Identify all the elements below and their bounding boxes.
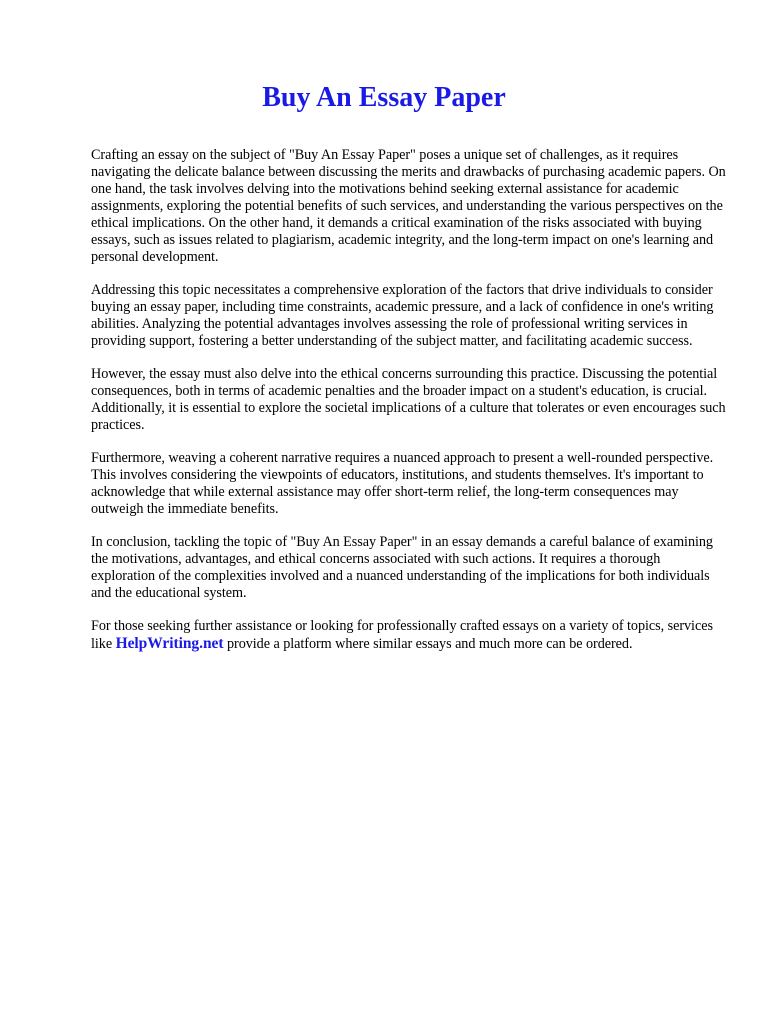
helpwriting-link[interactable]: HelpWriting.net [115, 635, 224, 652]
paragraph-closing [91, 618, 727, 653]
closing-text-after: provide a platform where similar essays and much more can be ordered. [223, 636, 633, 652]
document-body [91, 147, 727, 669]
paragraph-intro: Crafting an essay on the subject of "Buy An Essay Paper" poses a unique set of challenges, as it requires navigating the delicate balance between discussing the merits and drawbacks of purchasing academic papers. On one hand, the task involves delving into the motivations behind seeking external assistance for academic assignments, exploring the potential benefits of such services, and understanding the various perspectives on the ethical implications. On the other hand, it demands a critical examination of the risks associated with buying essays, such as issues related to plagiarism, academic integrity, and the long-term impact on one's learning and personal development. [91, 147, 726, 265]
paragraph-conclusion: In conclusion, tackling the topic of "Buy An Essay Paper" in an essay demands a careful balance of examining the motivations, advantages, and ethical concerns associated with such actions. It requires a thorough exploration of the complexities involved and a nuanced understanding of the implications for both individuals and the educational system. [91, 534, 713, 601]
paragraph-ethics: However, the essay must also delve into the ethical concerns surrounding this practice. Discussing the potential consequences, both in terms of academic penalties and the broader impact on a student's education, is crucial. Additionally, it is essential to explore the societal implications of a culture that tolerates or even encourages such practices. [91, 366, 726, 433]
page-title: Buy An Essay Paper [262, 82, 506, 113]
paragraph-factors: Addressing this topic necessitates a comprehensive exploration of the factors that drive individuals to consider buying an essay paper, including time constraints, academic pressure, and a lack of confidence in one's writing abilities. Analyzing the potential advantages involves assessing the role of professional writing services in providing support, fostering a better understanding of the subject matter, and facilitating academic success. [91, 282, 714, 349]
closing-text-before: For those seeking further assistance or looking for professionally crafted essays on a variety of topics, services like [91, 618, 713, 652]
paragraph-perspective: Furthermore, weaving a coherent narrative requires a nuanced approach to present a well-rounded perspective. This involves considering the viewpoints of educators, institutions, and students themselves. It's important to acknowledge that while external assistance may offer short-term relief, the long-term consequences may outweigh the immediate benefits. [91, 450, 714, 517]
